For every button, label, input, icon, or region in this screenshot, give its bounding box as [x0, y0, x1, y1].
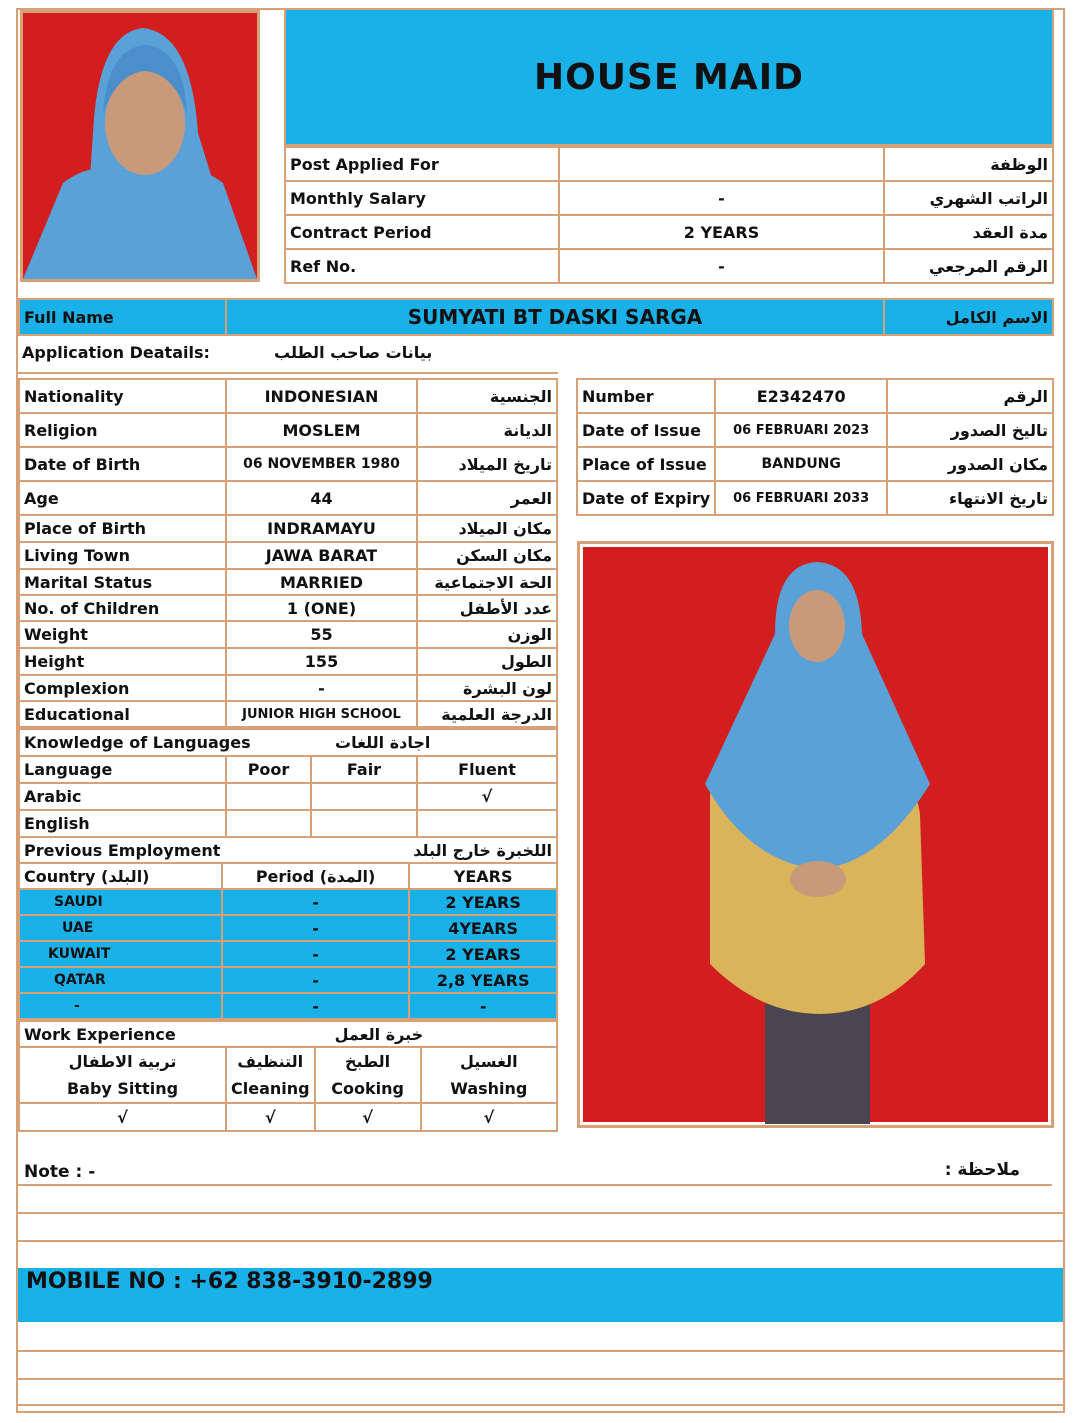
employment-title-ar: اللخبرة خارج البلد: [409, 837, 557, 863]
table-row: [19, 941, 557, 967]
label-ar: تاليخ الصدور: [887, 413, 1053, 447]
label-ar: مكان السكن: [417, 542, 557, 569]
table-row: [19, 863, 557, 889]
label-en: Nationality: [19, 379, 226, 413]
divider: [18, 1212, 1063, 1214]
skill-label: Baby Sitting: [66, 1079, 179, 1098]
table-row: [19, 447, 557, 481]
divider: [18, 1350, 1063, 1352]
passport-table: [576, 378, 1054, 516]
table-row: [19, 889, 557, 915]
label-ar: مدة العقد: [884, 215, 1053, 249]
cell: [226, 783, 311, 810]
country: UAE: [19, 915, 222, 941]
value: E2342470: [715, 379, 887, 413]
years: -: [409, 993, 557, 1019]
table-row: [577, 481, 1053, 515]
skill-baby-sitting: [19, 1047, 226, 1103]
table-row: [285, 181, 1053, 215]
value: MOSLEM: [226, 413, 417, 447]
divider: [18, 1240, 1063, 1242]
application-details-label-ar: بيانات صاحب الطلب: [274, 343, 433, 362]
column-header: Language: [19, 756, 226, 783]
table-row: [19, 993, 557, 1019]
period: -: [222, 889, 409, 915]
period: -: [222, 993, 409, 1019]
value: 06 NOVEMBER 1980: [226, 447, 417, 481]
country: SAUDI: [19, 889, 222, 915]
table-row: [19, 1047, 557, 1103]
cell: [311, 810, 417, 837]
value: 2 YEARS: [559, 215, 884, 249]
mobile-number: MOBILE NO : +62 838-3910-2899: [18, 1268, 1063, 1296]
table-row: [19, 481, 557, 515]
language-name: English: [19, 810, 226, 837]
period: -: [222, 915, 409, 941]
label-en: Post Applied For: [285, 147, 559, 181]
value: BANDUNG: [715, 447, 887, 481]
cell: [311, 783, 417, 810]
full-name-label: Full Name: [19, 299, 226, 335]
label-ar: لون البشرة: [417, 675, 557, 701]
value: 06 FEBRUARI 2033: [715, 481, 887, 515]
column-header: Period (المدة): [222, 863, 409, 889]
full-body-photo: [577, 541, 1054, 1128]
label-en: Monthly Salary: [285, 181, 559, 215]
years: 2 YEARS: [409, 889, 557, 915]
divider: [18, 372, 558, 374]
table-row: [19, 515, 557, 542]
table-row: [285, 215, 1053, 249]
value: 155: [226, 648, 417, 675]
label-ar: عدد الأطفل: [417, 595, 557, 621]
table-row: [19, 915, 557, 941]
value: -: [559, 249, 884, 283]
column-header: Country (البلد): [19, 863, 222, 889]
skill-cooking: [315, 1047, 421, 1103]
table-row: [19, 837, 557, 863]
label-ar: مكان الميلاد: [417, 515, 557, 542]
languages-title-ar: اجادة اللغات: [311, 729, 557, 756]
table-row: [19, 967, 557, 993]
label-ar: الراتب الشهري: [884, 181, 1053, 215]
label-ar: مكان الصدور: [887, 447, 1053, 481]
label-en: Contract Period: [285, 215, 559, 249]
table-row: [285, 147, 1053, 181]
skill-cleaning: [226, 1047, 315, 1103]
label-ar: الديانة: [417, 413, 557, 447]
label-en: Height: [19, 648, 226, 675]
label-ar: العمر: [417, 481, 557, 515]
label-ar: الوظفة: [884, 147, 1053, 181]
skill-washing: [421, 1047, 557, 1103]
column-header: YEARS: [409, 863, 557, 889]
check-mark: √: [226, 1103, 315, 1131]
column-header: Fluent: [417, 756, 557, 783]
table-row: [19, 729, 557, 756]
label-ar: تاريخ الانتهاء: [887, 481, 1053, 515]
label-ar: الحة الاجتماعية: [417, 569, 557, 595]
label-en: Date of Birth: [19, 447, 226, 481]
value: JAWA BARAT: [226, 542, 417, 569]
table-row: [19, 701, 557, 727]
cell: [226, 810, 311, 837]
label-en: Place of Birth: [19, 515, 226, 542]
check-mark: √: [421, 1103, 557, 1131]
cell: [417, 810, 557, 837]
note-label: Note : -: [24, 1162, 96, 1182]
languages-table: [18, 728, 558, 838]
full-name-value: SUMYATI BT DASKI SARGA: [226, 299, 884, 335]
table-row: [577, 413, 1053, 447]
value: 44: [226, 481, 417, 515]
employment-table: [18, 836, 558, 1020]
check-mark: √: [417, 783, 557, 810]
mobile-bar: [18, 1296, 1063, 1322]
column-header: Fair: [311, 756, 417, 783]
label-ar: الرقم: [887, 379, 1053, 413]
application-details-label: Application Deatails:: [22, 343, 210, 362]
job-info-table: [284, 146, 1054, 284]
portrait-photo: [20, 10, 260, 282]
value: INDONESIAN: [226, 379, 417, 413]
label-en: Date of Issue: [577, 413, 715, 447]
divider: [18, 1184, 1052, 1186]
label-en: No. of Children: [19, 595, 226, 621]
table-row: [19, 675, 557, 701]
full-name-label-ar: الاسم الكامل: [884, 299, 1053, 335]
label-ar: الدرجة العلمية: [417, 701, 557, 727]
label-en: Religion: [19, 413, 226, 447]
languages-title: Knowledge of Languages: [19, 729, 311, 756]
label-en: Weight: [19, 621, 226, 648]
label-en: Complexion: [19, 675, 226, 701]
column-header: Poor: [226, 756, 311, 783]
label-ar: تاريخ الميلاد: [417, 447, 557, 481]
value: [559, 147, 884, 181]
label-en: Marital Status: [19, 569, 226, 595]
employment-title: Previous Employment: [19, 837, 409, 863]
work-title-ar: خبرة العمل: [315, 1021, 557, 1047]
skill-label: Cleaning: [231, 1079, 310, 1098]
table-row: [19, 413, 557, 447]
skill-label: Cooking: [331, 1079, 404, 1098]
period: -: [222, 941, 409, 967]
country: KUWAIT: [19, 941, 222, 967]
skill-label-ar: تربية الاطفال: [68, 1052, 177, 1071]
value: -: [226, 675, 417, 701]
table-row: [19, 595, 557, 621]
country: -: [19, 993, 222, 1019]
value: -: [559, 181, 884, 215]
table-row: [19, 542, 557, 569]
table-row: [19, 810, 557, 837]
table-row: [577, 379, 1053, 413]
label-ar: الطول: [417, 648, 557, 675]
value: MARRIED: [226, 569, 417, 595]
years: 4YEARS: [409, 915, 557, 941]
skill-label: Washing: [450, 1079, 528, 1098]
skill-label-ar: الغسيل: [459, 1052, 518, 1071]
period: -: [222, 967, 409, 993]
table-row: [19, 1103, 557, 1131]
label-en: Place of Issue: [577, 447, 715, 481]
check-mark: √: [19, 1103, 226, 1131]
personal-details-table: [18, 378, 558, 728]
value: 06 FEBRUARI 2023: [715, 413, 887, 447]
label-en: Living Town: [19, 542, 226, 569]
page-title: HOUSE MAID: [284, 8, 1054, 146]
years: 2 YEARS: [409, 941, 557, 967]
table-row: [285, 249, 1053, 283]
table-row: [19, 756, 557, 783]
divider: [18, 1378, 1063, 1380]
label-en: Educational: [19, 701, 226, 727]
label-en: Age: [19, 481, 226, 515]
table-row: [19, 621, 557, 648]
language-name: Arabic: [19, 783, 226, 810]
label-en: Number: [577, 379, 715, 413]
country: QATAR: [19, 967, 222, 993]
table-row: [19, 569, 557, 595]
value: JUNIOR HIGH SCHOOL: [226, 701, 417, 727]
value: 1 (ONE): [226, 595, 417, 621]
work-title: Work Experience: [19, 1021, 315, 1047]
years: 2,8 YEARS: [409, 967, 557, 993]
label-ar: الجنسية: [417, 379, 557, 413]
table-row: [19, 648, 557, 675]
label-ar: الوزن: [417, 621, 557, 648]
table-row: [19, 379, 557, 413]
note-label-ar: ملاحظة :: [944, 1160, 1020, 1180]
skill-label-ar: التنظيف: [237, 1052, 304, 1071]
table-row: [577, 447, 1053, 481]
label-ar: الرقم المرجعي: [884, 249, 1053, 283]
label-en: Date of Expiry: [577, 481, 715, 515]
table-row: [19, 783, 557, 810]
divider: [18, 1404, 1063, 1406]
table-row: [19, 1021, 557, 1047]
label-en: Ref No.: [285, 249, 559, 283]
value: INDRAMAYU: [226, 515, 417, 542]
full-name-row: [18, 298, 1054, 336]
value: 55: [226, 621, 417, 648]
skill-label-ar: الطبخ: [345, 1052, 391, 1071]
work-experience-table: [18, 1020, 558, 1132]
check-mark: √: [315, 1103, 421, 1131]
